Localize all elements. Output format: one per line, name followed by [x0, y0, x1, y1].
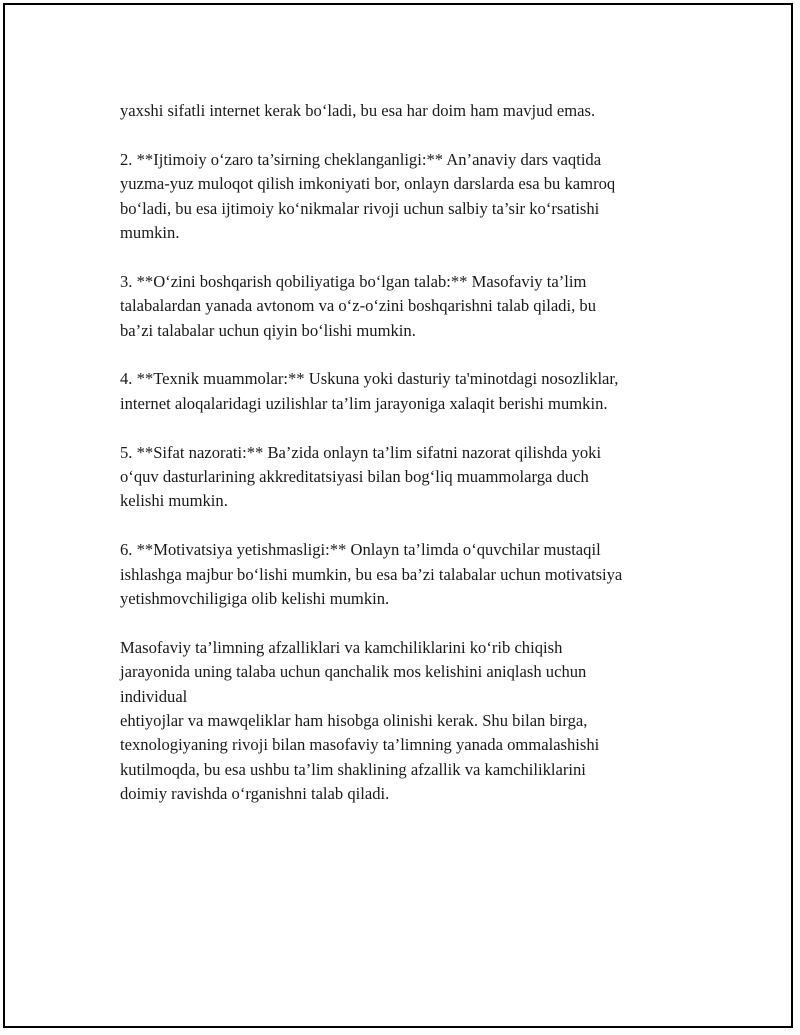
text-line: 6. **Motivatsiya yetishmasligi:** Onlayn ta’limda o‘quvchilar mustaqil [120, 540, 601, 560]
paragraph-item-2 [120, 148, 690, 246]
text-line: 5. **Sifat nazorati:** Ba’zida onlayn ta’lim sifatni nazorat qilishda yoki [120, 442, 602, 462]
text-line: internet aloqalaridagi uzilishlar ta’lim jarayoniga xalaqit berishi mumkin. [120, 393, 608, 413]
paragraph-item-3 [120, 270, 690, 343]
text-line: yaxshi sifatli internet kerak bo‘ladi, bu esa har doim ham mavjud emas. [120, 101, 596, 120]
text-line: texnologiyaning rivoji bilan masofaviy ta’limning yanada ommalashishi [120, 735, 600, 755]
text-line: ishlashga majbur bo‘lishi mumkin, bu esa ba’zi talabalar uchun motivatsiya [120, 564, 623, 584]
paragraph-continuation [120, 99, 690, 123]
paragraph-conclusion [120, 636, 690, 807]
text-line: ba’zi talabalar uchun qiyin bo‘lishi mumkin. [120, 320, 416, 340]
document-body [120, 99, 690, 807]
text-line: yetishmovchiligiga olib kelishi mumkin. [120, 589, 390, 609]
text-line: ehtiyojlar va mawqeliklar ham hisobga olinishi kerak. Shu bilan birga, [120, 711, 588, 731]
text-line: yuzma-yuz muloqot qilish imkoniyati bor, onlayn darslarda esa bu kamroq [120, 174, 616, 194]
text-line: individual [120, 686, 188, 706]
text-line: jarayonida uning talaba uchun qanchalik mos kelishini aniqlash uchun [120, 662, 587, 682]
document-page [3, 3, 793, 1028]
paragraph-item-4 [120, 367, 690, 416]
text-line: o‘quv dasturlarining akkreditatsiyasi bilan bog‘liq muammolarga duch [120, 467, 589, 487]
text-line: talabalardan yanada avtonom va o‘z-o‘zini boshqarishni talab qiladi, bu [120, 296, 596, 316]
paragraph-item-5 [120, 441, 690, 514]
text-line: 3. **O‘zini boshqarish qobiliyatiga bo‘lgan talab:** Masofaviy ta’lim [120, 271, 587, 291]
text-line: kutilmoqda, bu esa ushbu ta’lim shaklining afzallik va kamchiliklarini [120, 759, 586, 779]
text-line: 2. **Ijtimoiy o‘zaro ta’sirning cheklanganligi:** An’anaviy dars vaqtida [120, 149, 602, 169]
text-line: mumkin. [120, 223, 180, 243]
paragraph-item-6 [120, 538, 690, 611]
text-line: doimiy ravishda o‘rganishni talab qiladi. [120, 784, 390, 804]
text-line: kelishi mumkin. [120, 491, 228, 511]
text-line: bo‘ladi, bu esa ijtimoiy ko‘nikmalar rivoji uchun salbiy ta’sir ko‘rsatishi [120, 198, 600, 218]
text-line: 4. **Texnik muammolar:** Uskuna yoki dasturiy ta'minotdagi nosozliklar, [120, 369, 619, 389]
text-line: Masofaviy ta’limning afzalliklari va kamchiliklarini ko‘rib chiqish [120, 637, 563, 657]
